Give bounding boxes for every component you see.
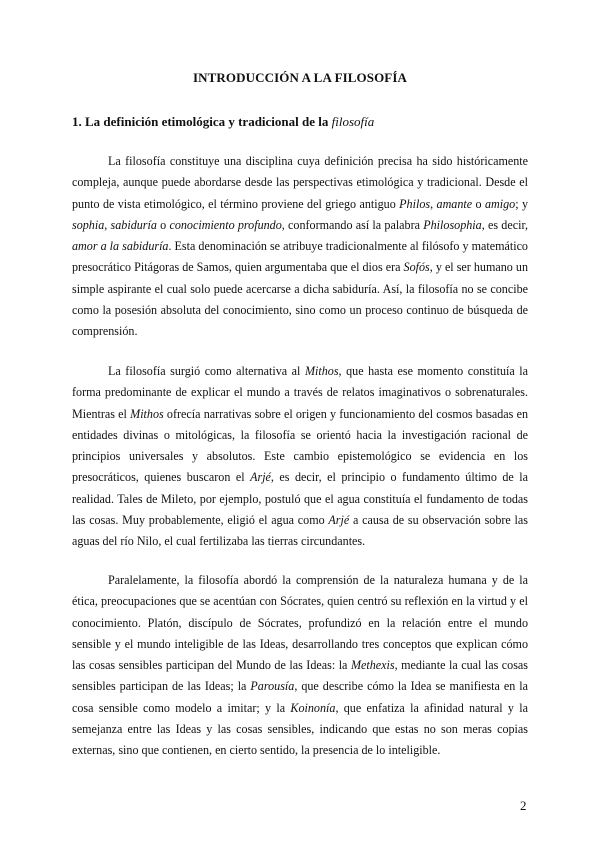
- text-run: o: [472, 196, 485, 211]
- text-run: , que hasta ese momento constituía la forma predominante de explicar el mundo a través de relatos imaginativos o sobrenaturales. Mientras el: [72, 364, 528, 421]
- document-title: INTRODUCCIÓN A LA FILOSOFÍA: [193, 70, 407, 85]
- text-run: , es decir,: [481, 217, 529, 232]
- italic-term: Methexis: [350, 658, 395, 673]
- italic-term: amante: [436, 196, 473, 211]
- paragraph-2-block: [72, 361, 528, 553]
- italic-term: Sofós: [403, 260, 430, 275]
- text-run: ,: [104, 217, 111, 232]
- text-run: ofrecía narrativas sobre el origen y funcionamiento del cosmos basadas en entidades divinas o mitológicas, la filosofía se orientó hacia la investigación racional de principios universales y absolutos. Este cambio epistemológico se evidencia en los presocráticos, quienes buscaron el: [72, 406, 528, 485]
- italic-term: sabiduría: [110, 217, 157, 232]
- italic-term: amor a la sabiduría: [72, 239, 169, 254]
- paragraph-3: [72, 570, 528, 762]
- section-heading: [72, 114, 374, 130]
- paragraph-1-block: [72, 151, 528, 343]
- section-heading-italic: filosofía: [331, 114, 375, 129]
- text-run: Paralelamente, la filosofía abordó la comprensión de la naturaleza humana y de la ética, preocupaciones que se acentúan con Sócrates, quien centró su reflexión en la virtud y el conocimiento. Platón, discípulo de Sócrates, profundizó en la relación entre el mundo sensible y el mundo inteligible de las Ideas, desarrollando tres conceptos que explican cómo las cosas sensibles participan del Mundo de las Ideas: la: [72, 573, 528, 673]
- italic-term: Arjé: [328, 513, 350, 528]
- text-run: , conformando así la palabra: [281, 217, 424, 232]
- italic-term: Mithos: [304, 364, 339, 378]
- text-run: . Esta denominación se atribuye tradicionalmente al filósofo y matemático presocrático Pitágoras de Samos, quien argumentaba que el dios era: [72, 239, 528, 275]
- paragraph-1: [72, 151, 528, 343]
- italic-term: conocimiento profundo: [169, 217, 282, 232]
- italic-term: Philosophia: [423, 217, 482, 232]
- italic-term: Arjé: [250, 470, 271, 485]
- text-run: La filosofía constituye una disciplina cuya definición precisa ha sido históricamente compleja, aunque puede abordarse desde las perspectivas etimológica y tradicional. Desde el punto de vista etimológico, el término proviene del griego antiguo: [72, 154, 528, 211]
- section-heading-text: 1. La definición etimológica y tradicional de la: [72, 114, 332, 129]
- italic-term: amigo: [484, 196, 516, 211]
- text-run: , que describe cómo la Idea se manifiesta en la cosa sensible como modelo a imitar; y la: [72, 679, 528, 715]
- text-run: , mediante la cual las cosas sensibles participan de las Ideas; la: [72, 658, 528, 694]
- text-run: o: [156, 217, 170, 232]
- text-run: , y el ser humano un simple aspirante el cual solo puede acercarse a dicha sabiduría. Así, la filosofía no se concibe como la posesión absoluta del conocimiento, sino como un proceso continuo de búsqueda de comprensión.: [72, 260, 528, 339]
- italic-term: Parousía: [250, 679, 295, 694]
- italic-term: Mithos: [130, 406, 164, 421]
- page-number: 2: [520, 798, 527, 813]
- paragraph-3-block: [72, 570, 528, 762]
- text-run: ,: [430, 196, 437, 211]
- italic-term: Philos: [399, 196, 431, 211]
- text-run: , que enfatiza la afinidad natural y la semejanza entre las Ideas y las cosas sensibles, indicando que estas no son meras copias externas, sino que contienen, en cierto sentido, la presencia de lo inteligible.: [72, 700, 529, 758]
- italic-term: Koinonía: [290, 700, 336, 715]
- text-run: a causa de su observación sobre las aguas del río Nilo, el cual fertilizaba las tierras circundantes.: [72, 513, 528, 549]
- paragraph-2: [72, 361, 528, 553]
- text-run: , es decir, el principio o fundamento último de la realidad. Tales de Mileto, por ejemplo, postuló que el agua constituía el fundamento de todas las cosas. Muy probablemente, eligió el agua como: [72, 470, 528, 528]
- text-run: La filosofía surgió como alternativa al: [108, 364, 305, 378]
- italic-term: sophia: [72, 217, 105, 232]
- text-run: ; y: [515, 196, 529, 211]
